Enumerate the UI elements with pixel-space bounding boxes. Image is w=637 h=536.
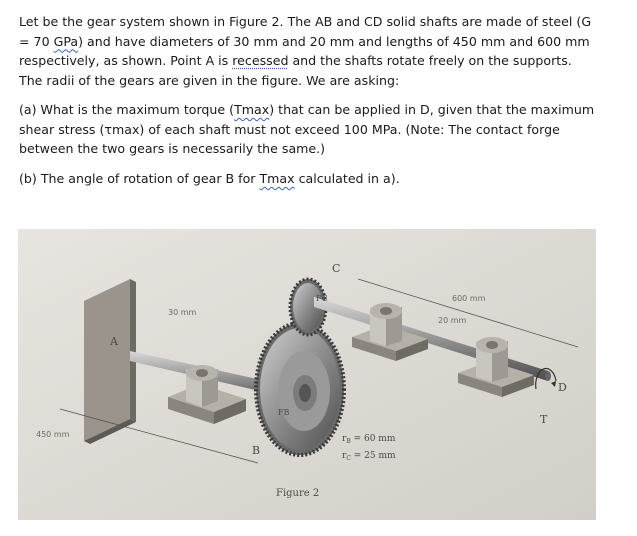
p2-text-b: ) that can be applied in D, given that the maximum shear stress (τmax) of each shaft must not exceed 100 MPa. (Note: The contact forge between the two gears is necessarily the same.) bbox=[19, 102, 595, 157]
p3-text-b: calculated in a). bbox=[294, 171, 400, 186]
figure-caption: Figure 2 bbox=[276, 488, 320, 499]
spellcheck-tmax-b[interactable]: Tmax bbox=[259, 171, 295, 186]
label-dia-ab: 30 mm bbox=[168, 308, 197, 317]
p3-text-a: (b) The angle of rotation of gear B for bbox=[19, 171, 260, 186]
label-b: B bbox=[252, 444, 261, 457]
label-t: T bbox=[540, 413, 548, 426]
label-radius-c: $r_C = 25$ mm bbox=[342, 451, 396, 462]
label-radius-b: $r_B = 60$ mm bbox=[342, 434, 396, 445]
problem-paragraph-2 bbox=[19, 100, 599, 159]
fixed-wall-a bbox=[84, 279, 136, 444]
label-dia-cd: 20 mm bbox=[438, 316, 467, 325]
label-fb: FB bbox=[278, 408, 290, 417]
label-len-ab: 450 mm bbox=[36, 430, 70, 439]
p1-text-a: Let be the gear system shown in Figure 2. The AB and CD solid shafts are made of steel (G = 70 bbox=[19, 14, 592, 49]
gear-system-drawing bbox=[18, 229, 596, 520]
label-a: A bbox=[110, 335, 118, 348]
figure-2-image bbox=[18, 229, 596, 520]
spellcheck-gpa[interactable]: GPa bbox=[53, 33, 79, 49]
p2-text-a: (a) What is the maximum torque ( bbox=[19, 102, 235, 117]
gear-b bbox=[256, 323, 344, 455]
problem-paragraph-3 bbox=[19, 169, 599, 189]
p1-text-c: and the shafts rotate freely on the supports. The radii of the gears are given in the figure. We are asking: bbox=[19, 53, 572, 88]
label-fc: FC bbox=[316, 294, 328, 303]
problem-paragraph-1 bbox=[19, 12, 599, 90]
label-len-cd: 600 mm bbox=[452, 294, 486, 303]
grammar-recessed[interactable]: recessed bbox=[232, 53, 289, 69]
spellcheck-tmax-a[interactable]: Tmax bbox=[234, 102, 270, 117]
label-c: C bbox=[332, 262, 341, 275]
p1-text-b: ) and have diameters of 30 mm and 20 mm and lengths of 450 mm and 600 mm respectively, as shown. Point A is bbox=[19, 33, 590, 69]
label-d: D bbox=[558, 381, 567, 394]
